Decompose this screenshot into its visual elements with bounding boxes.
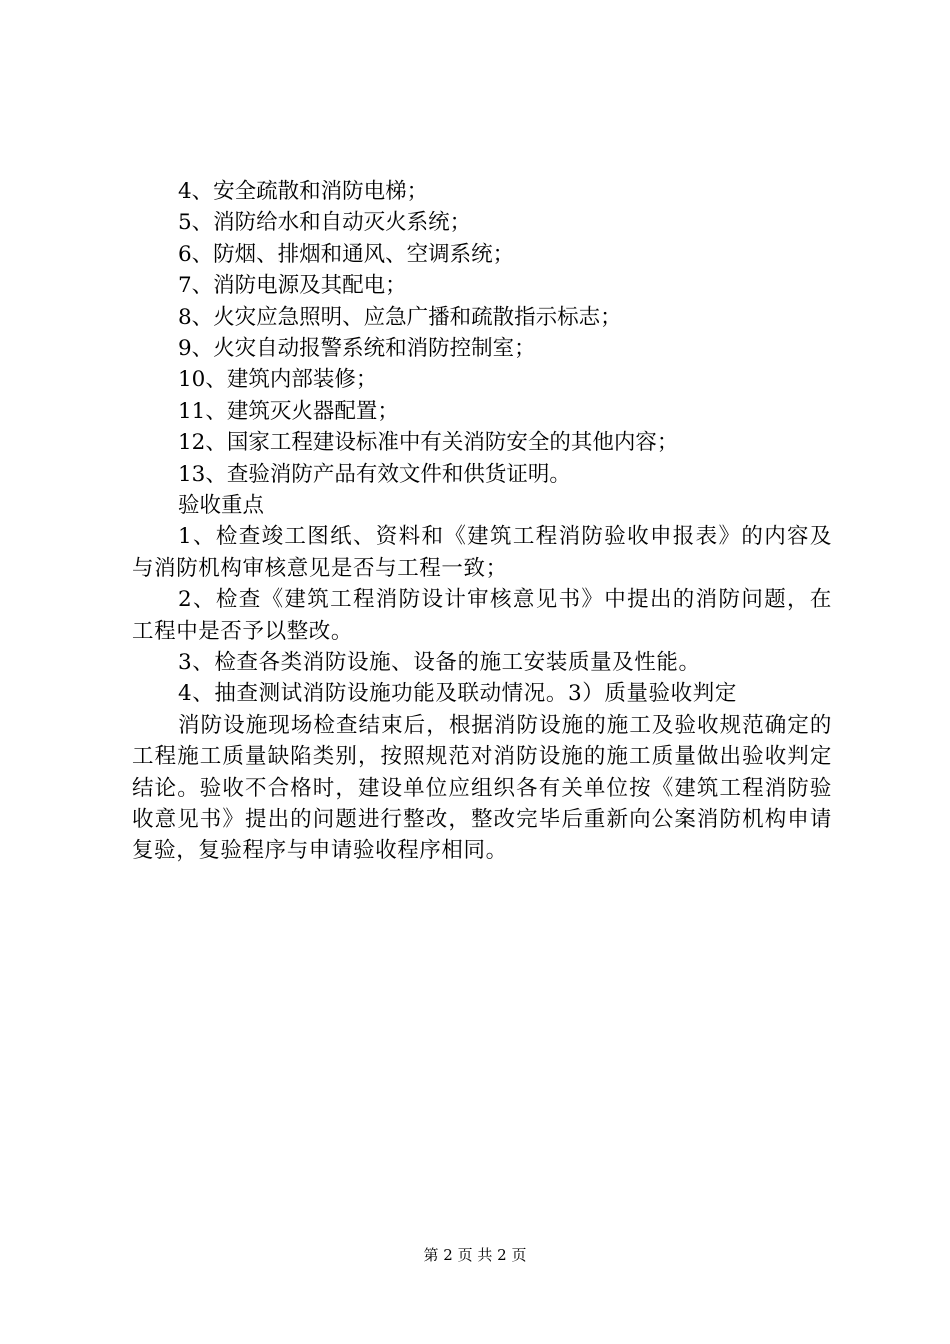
key-point-3: 3、检查各类消防设施、设备的施工安装质量及性能。 [178,649,701,675]
key-point-1: 1、检查竣工图纸、资料和《建筑工程消防验收申报表》的内容及与消防机构审核意见是否与工程一致； [132,524,832,581]
key-point-2: 2、检查《建筑工程消防设计审核意见书》中提出的消防问题，在工程中是否予以整改。 [132,587,832,644]
list-item-9: 9、火灾自动报警系统和消防控制室； [178,335,536,361]
list-item-4: 4、安全疏散和消防电梯； [178,179,429,204]
list-item-6: 6、防烟、排烟和通风、空调系统； [178,241,515,267]
list-item-12: 12、国家工程建设标准中有关消防安全的其他内容； [178,430,679,456]
list-item-11: 11、建筑灭火器配置； [178,398,399,424]
key-point-4: 4、抽查测试消防设施功能及联动情况。3）质量验收判定 [178,681,737,707]
document-body [132,176,832,867]
list-item-13: 13、查验消防产品有效文件和供货证明。 [178,461,571,487]
list-item-10: 10、建筑内部装修； [178,367,378,393]
section-heading: 验收重点 [178,492,265,518]
conclusion-paragraph: 消防设施现场检查结束后，根据消防设施的施工及验收规范确定的工程施工质量缺陷类别，按照规范对消防设施的施工质量做出验收判定结论。验收不合格时，建设单位应组织各有关单位按《建筑工程消防验收意见书》提出的问题进行整改，整改完毕后重新向公案消防机构申请复验，复验程序与申请验收程序相同。 [132,712,832,864]
list-item-7: 7、消防电源及其配电； [178,273,407,299]
list-item-5: 5、消防给水和自动灭火系统； [178,210,472,236]
page-footer: 第 2 页 共 2 页 [423,1246,527,1264]
list-item-8: 8、火灾应急照明、应急广播和疏散指示标志； [178,304,622,330]
